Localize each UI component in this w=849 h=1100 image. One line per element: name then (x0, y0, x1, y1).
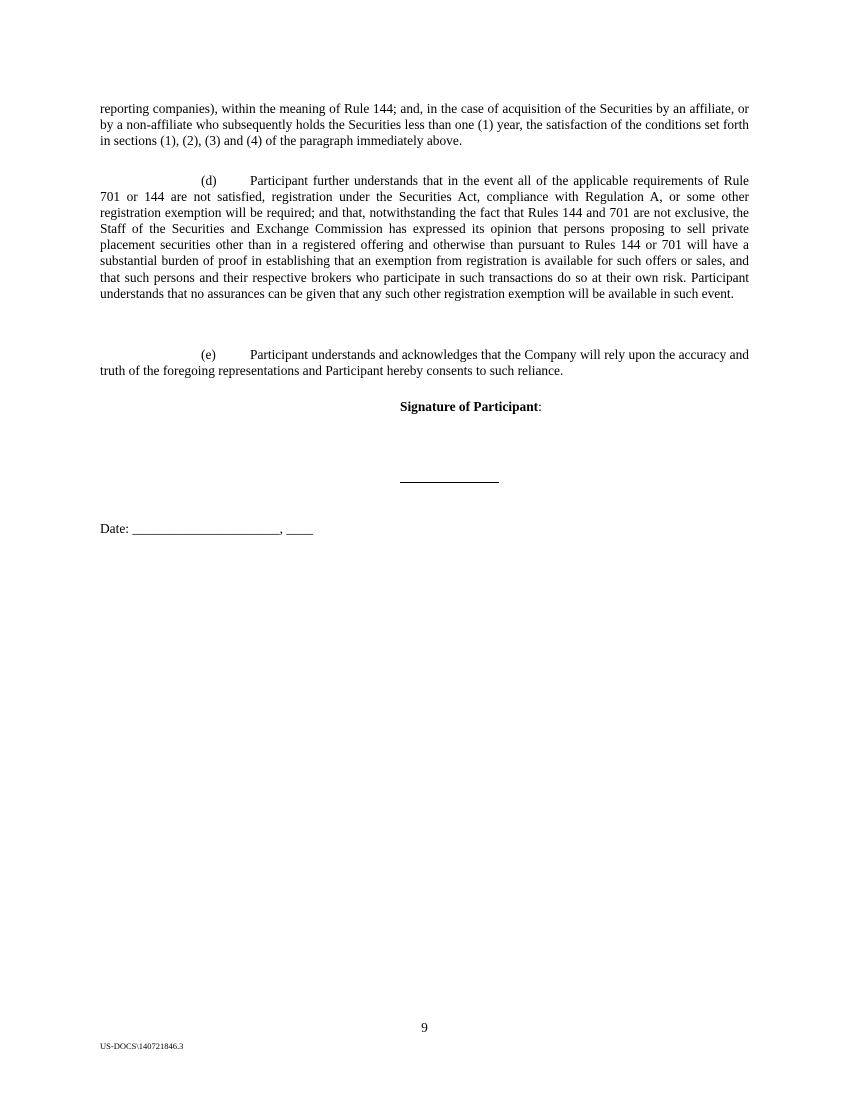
paragraph-d-text: Participant further understands that in the event all of the applicable requirements of Rule 701 or 144 are not satisfied, registration under the Securities Act, compliance with Regulation A, or some other registration exemption will be required; and that, notwithstanding the fact that Rules 144 and 701 are not exclusive, the Staff of the Securities and Exchange Commission has expressed its opinion that persons proposing to sell private placement securities other than in a registered offering and otherwise than pursuant to Rules 144 or 701 will have a substantial burden of proof in establishing that an exemption from registration is available for such offers or sales, and that such persons and their respective brokers who participate in such transactions do so at their own risk. Participant understands that no assurances can be given that any such other registration exemption will be available in such event. (100, 173, 749, 301)
signature-line (400, 482, 499, 483)
date-line: Date: ______________________, ____ (100, 521, 314, 536)
paragraph-continued: reporting companies), within the meaning of Rule 144; and, in the case of acquisition of the Securities by an affiliate, or by a non-affiliate who subsequently holds the Securities less than one (1) year, the satisfaction of the conditions set forth in sections (1), (2), (3) and (4) of the paragraph immediately above. (100, 101, 749, 149)
paragraph-e-label: (e) (201, 347, 216, 362)
paragraph-e (100, 347, 749, 379)
paragraph-e-text: Participant understands and acknowledges that the Company will rely upon the accuracy and truth of the foregoing representations and Participant hereby consents to such reliance. (100, 347, 749, 379)
document-id: US-DOCS\140721846.3 (100, 1041, 184, 1051)
paragraph-d (100, 173, 749, 302)
paragraph-d-label: (d) (201, 173, 217, 188)
page-number: 9 (421, 1020, 428, 1035)
signature-heading-colon: : (538, 399, 542, 414)
signature-heading (400, 399, 542, 415)
signature-heading-text: Signature of Participant (400, 399, 539, 414)
